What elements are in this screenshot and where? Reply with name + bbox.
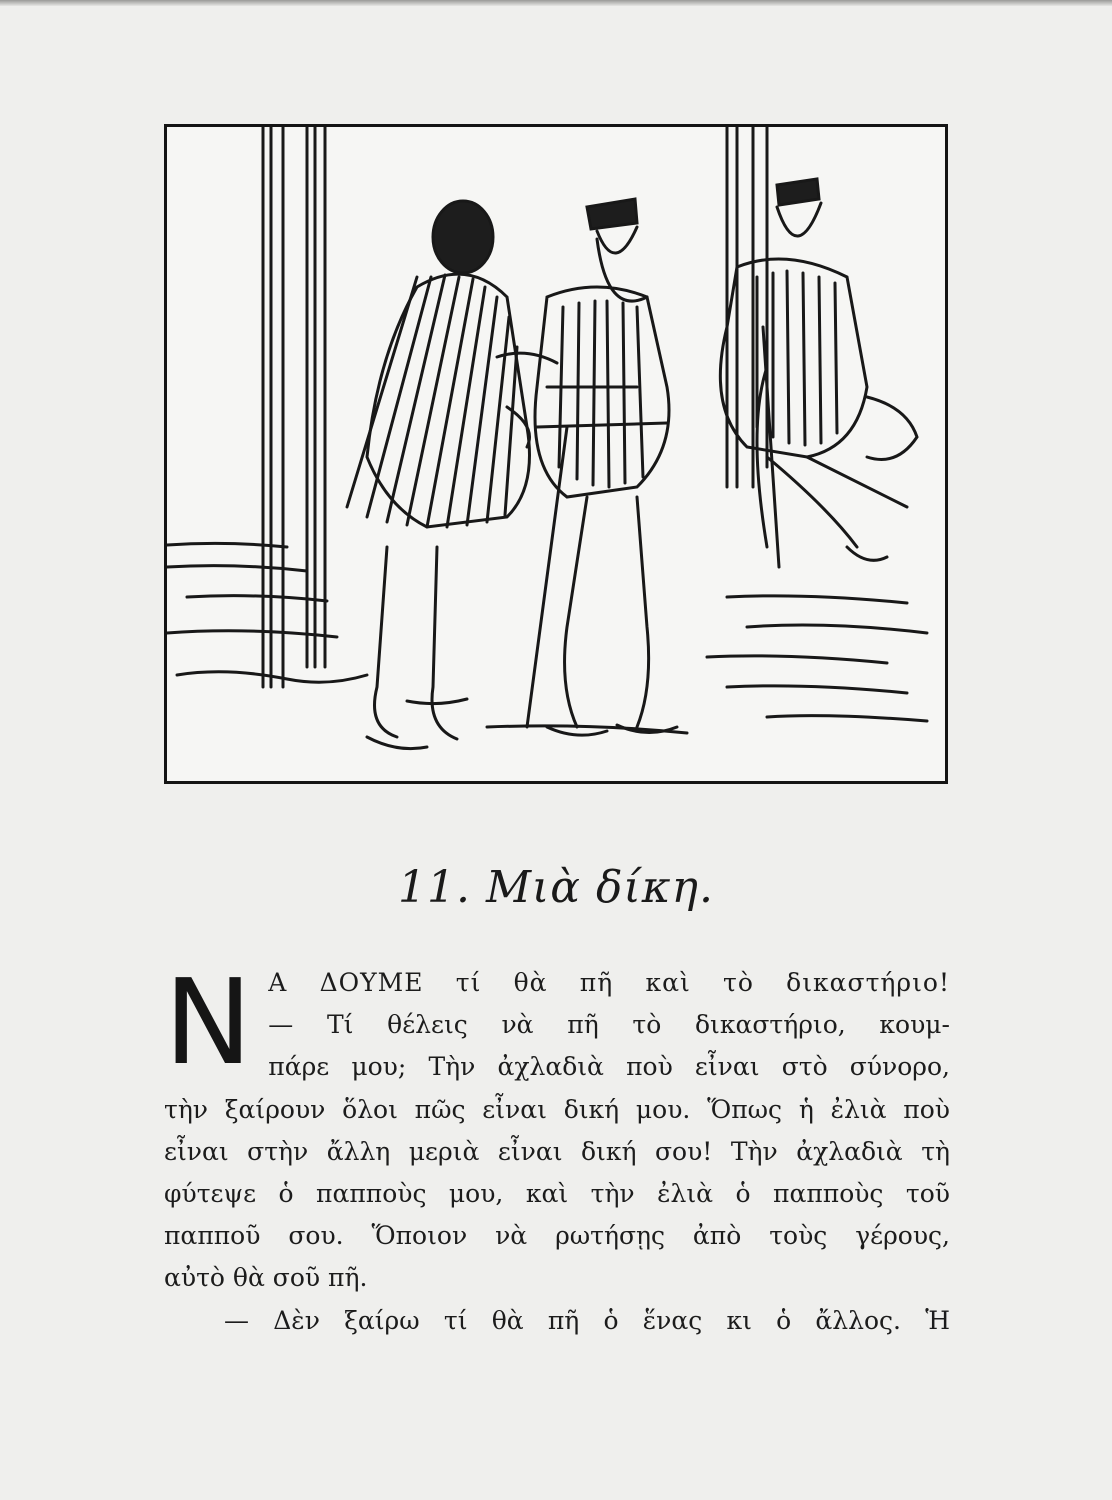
page-top-edge: [0, 0, 1112, 6]
text-line: αὐτὸ θὰ σοῦ πῆ.: [164, 1263, 368, 1293]
text-line: — Δὲν ξαίρω τί θὰ πῆ ὁ ἕνας κι ὁ ἄλλος. Ἡ: [224, 1305, 950, 1335]
body-text: [164, 953, 950, 1342]
illustration: [164, 124, 948, 784]
text-line: φύτεψε ὁ παπποὺς μου, καὶ τὴν ἐλιὰ ὁ παπποὺς τοῦ: [164, 1178, 950, 1208]
text-line: εἶναι στὴν ἄλλη μεριὰ εἶναι δική σου! Τὴν ἀχλαδιὰ τὴ: [164, 1136, 950, 1166]
chapter-title: 11. Μιὰ δίκη.: [398, 862, 714, 913]
text-line: Α ΔΟΥΜΕ τί θὰ πῆ καὶ τὸ δικαστήριο!: [268, 968, 950, 997]
drop-cap: Ν: [164, 953, 253, 1091]
text-line: πάρε μου; Τὴν ἀχλαδιὰ ποὺ εἶναι στὸ σύνορο,: [268, 1052, 950, 1082]
text-line: — Τί θέλεις νὰ πῆ τὸ δικαστήριο, κουμ-: [268, 1010, 950, 1040]
court-scene-illustration-icon: [167, 127, 945, 781]
text-line: παπποῦ σου. Ὅποιον νὰ ρωτήσῃς ἀπὸ τοὺς γέρους,: [164, 1221, 950, 1251]
text-line: τὴν ξαίρουν ὅλοι πῶς εἶναι δική μου. Ὅπως ἡ ἐλιὰ ποὺ: [164, 1094, 950, 1124]
